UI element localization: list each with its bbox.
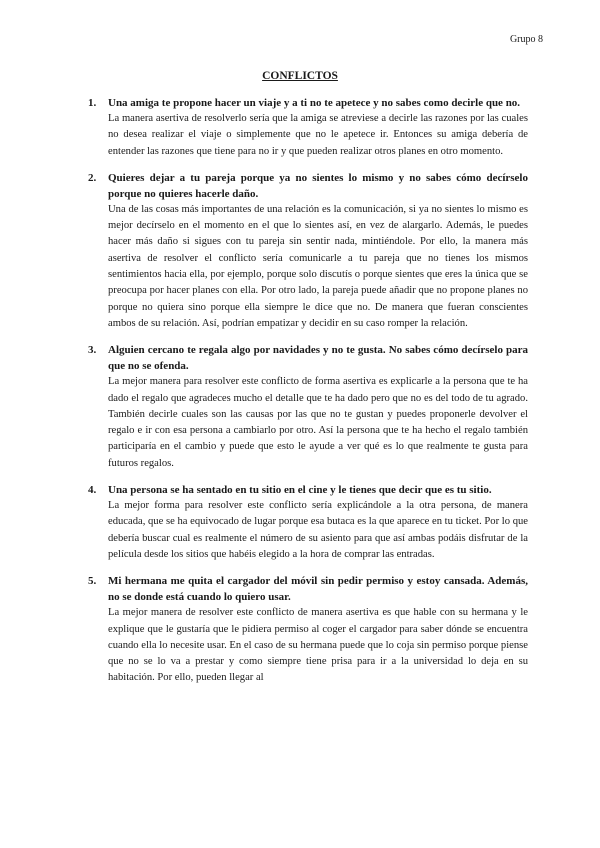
- list-item-3: [88, 342, 528, 472]
- item-number: 1.: [88, 97, 97, 109]
- list-item-5: [88, 573, 528, 686]
- item-number: 3.: [88, 344, 97, 357]
- item-answer: La mejor manera de resolver este conflicto de manera asertiva es que hable con su hermana y le explique que le gustaría que le pidiera permiso al coger el cargador para saber dónde se encuentra cuando ella lo necesite usar. En el caso de su hermana puede que lo coja sin permiso porque piense que no se lo va a prestar y como siempre tiene prisa para ir a la universidad lo deja en su habitación. Por ello, pueden llegar al: [108, 607, 528, 684]
- list-item-1: [88, 95, 528, 160]
- list-item-4: [88, 482, 528, 563]
- item-answer: La mejor manera para resolver este conflicto de forma asertiva es explicarle a la persona que te ha dado el regalo que agradeces mucho el detalle que te ha dado pero que no es del todo de tu agrado. También decirle cuales son las causas por las que no te gustan y puedes proponerle devolver el regalo e ir con esa persona a cambiarlo por otro. Así la persona que te ha hecho el regalo también participaría en el cambio y puede que esto le ayude a ver qué es lo que realmente te gusta para futuros regalos.: [108, 376, 528, 469]
- item-number: 4.: [88, 484, 97, 497]
- page-title: CONFLICTOS: [262, 70, 338, 82]
- item-question: Una amiga te propone hacer un viaje y a ti no te apetece y no sabes como decirle que no.: [108, 97, 521, 109]
- item-answer: Una de las cosas más importantes de una relación es la comunicación, si ya no sientes lo mismo es mejor decírselo en el momento en el que lo sientes así, en vez de alargarlo. Además, le puedes hacer más daño si sigues con tu pareja sin sentir nada, mintiéndole. Por ello, la manera más asertiva de resolver el conflicto sería comunicarle a tu pareja que no tienes los mismos sentimientos hacia ella, por ejemplo, porque solo discutís o porque sientes que eres la única que se preocupa por hacer planes con ella. Por otro lado, la pareja puede añadir que no propone planes no porque no quiera sino porque ella siempre le dice que no. De manera que fueran conscientes ambos de su relación. Así, podrían empatizar y decidir en su caso romper la relación.: [108, 203, 528, 329]
- item-question: Quieres dejar a tu pareja porque ya no sientes lo mismo y no sabes cómo decírselo porque no quieres hacerle daño.: [108, 171, 528, 200]
- item-number: 5.: [88, 575, 97, 588]
- item-question: Una persona se ha sentado en tu sitio en el cine y le tienes que decir que es tu sitio.: [108, 484, 492, 497]
- document-body: [88, 95, 528, 697]
- header-group: Grupo 8: [509, 34, 543, 45]
- list-item-2: [88, 170, 528, 332]
- item-question: Mi hermana me quita el cargador del móvil sin pedir permiso y estoy cansada. Además, no se donde está cuando lo quiero usar.: [108, 575, 528, 604]
- item-number: 2.: [88, 171, 97, 184]
- item-answer: La manera asertiva de resolverlo sería que la amiga se atreviese a decirle las razones por las cuales no desea realizar el viaje o simplemente que no le apetece ir. Entonces su amiga debería de entender las razones que tiene para no ir y que pueden realizar otros planes en otro momento.: [108, 113, 528, 157]
- item-question: Alguien cercano te regala algo por navidades y no te gusta. No sabes cómo decírselo para que no se ofenda.: [108, 344, 528, 373]
- item-answer: La mejor forma para resolver este conflicto sería explicándole a la otra persona, de manera educada, que se ha equivocado de lugar porque esa butaca es la que aparece en tu ticket. Por lo que debería buscar cual es realmente el número de su asiento para que así ambas podáis disfrutar de la película desde los sitios que habéis elegido a la hora de comprar las entradas.: [108, 500, 528, 560]
